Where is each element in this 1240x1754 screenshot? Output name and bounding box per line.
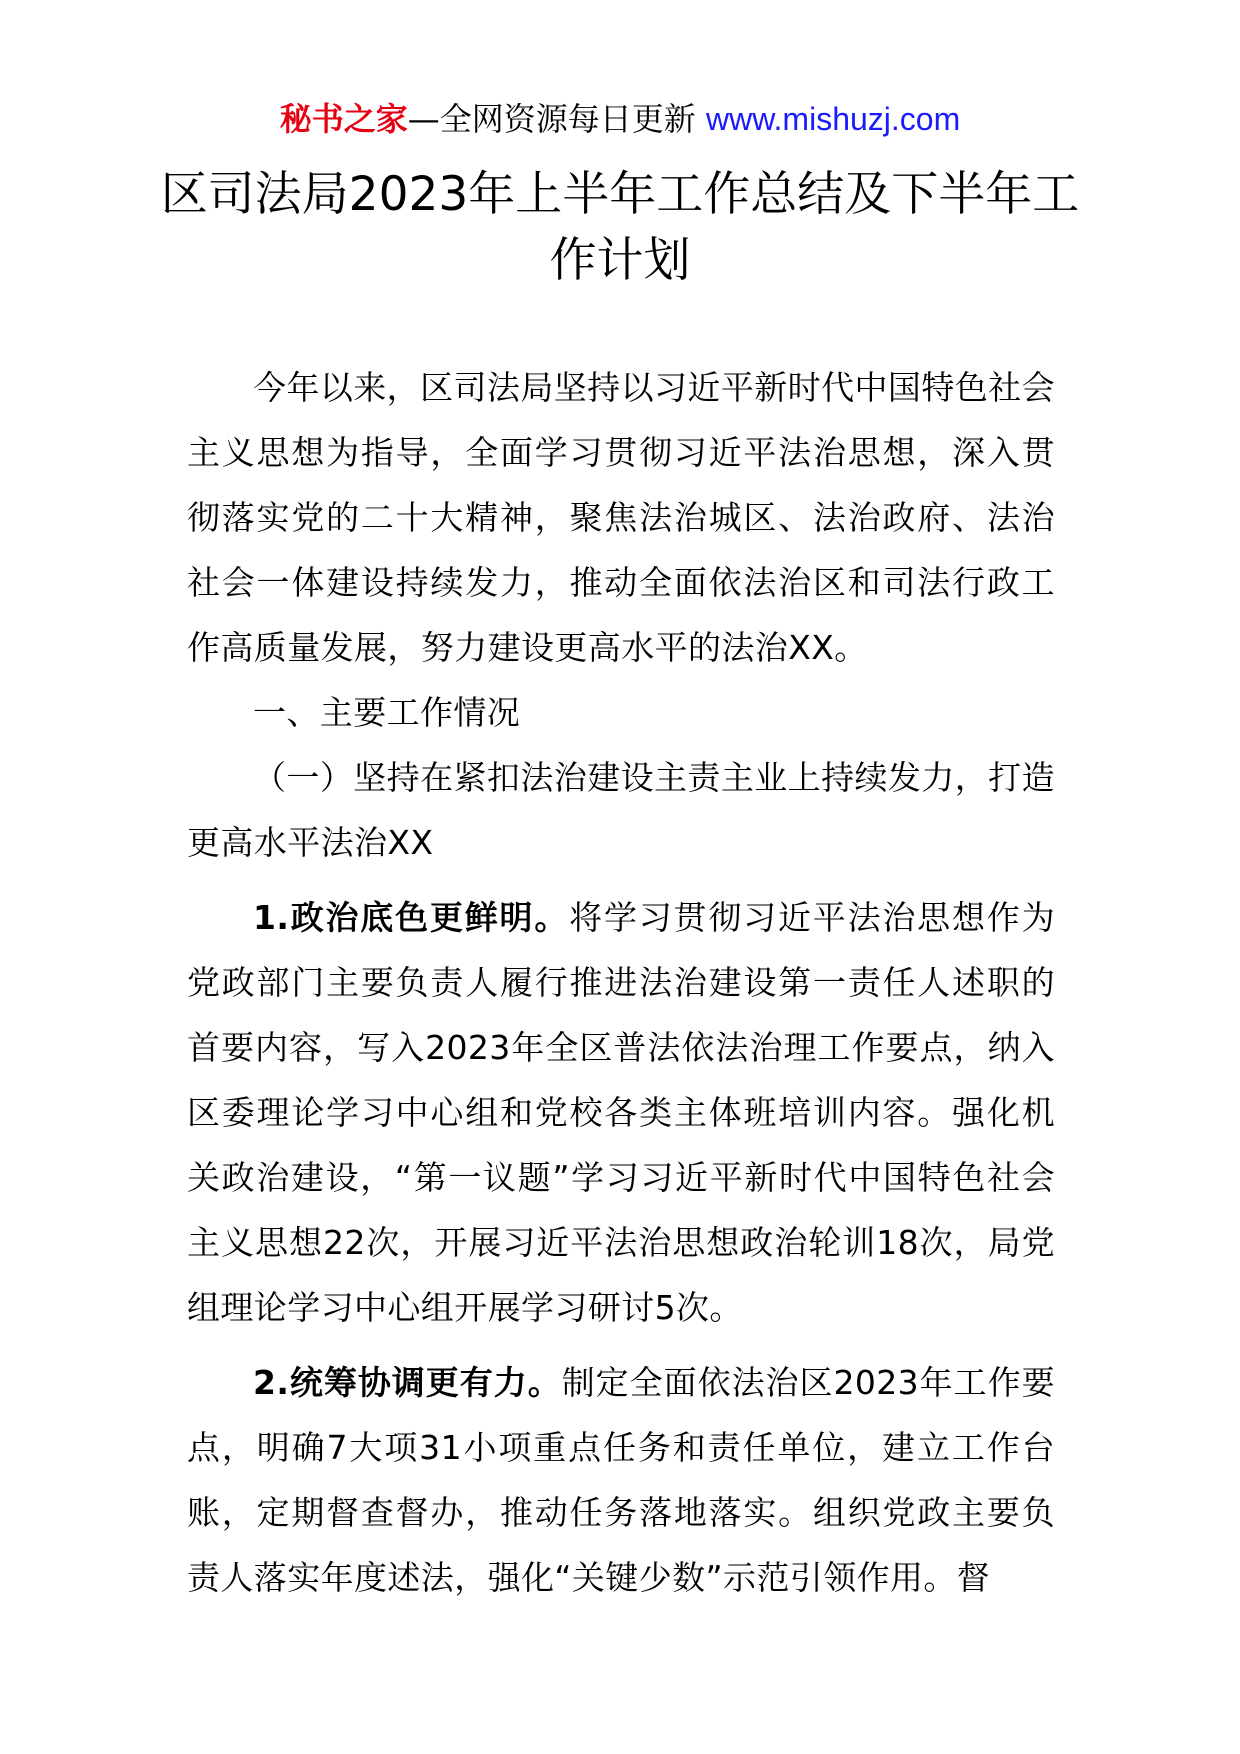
site-brand: 秘书之家 [279,100,408,138]
intro-paragraph: 今年以来，区司法局坚持以习近平新时代中国特色社会主义思想为指导，全面学习贯彻习近平法治思想，深入贯彻落实党的二十大精神，聚焦法治城区、法治政府、法治社会一体建设持续发力，推动全面依法治区和司法行政工作高质量发展，努力建设更高水平的法治XX。 [187,368,1055,667]
item-2-lead: 2.统筹协调更有力。 [253,1363,562,1402]
item-paragraph-1 [187,885,1055,1340]
item-2-text: 制定全面依法治区2023年工作要点，明确7大项31小项重点任务和责任单位，建立工作台账，定期督查督办，推动任务落地落实。组织党政主要负责人落实年度述法，强化“关键少数”示范引领作用。督 [187,1363,1055,1597]
item-1-lead: 1.政治底色更鲜明。 [253,898,570,937]
item-1-text: 将学习贯彻习近平法治思想作为党政部门主要负责人履行推进法治建设第一责任人述职的首要内容，写入2023年全区普法依法治理工作要点，纳入区委理论学习中心组和党校各类主体班培训内容。强化机关政治建设，“第一议题”学习习近平新时代中国特色社会主义思想22次，开展习近平法治思想政治轮训18次，局党组理论学习中心组开展学习研讨5次。 [187,898,1055,1327]
document-body [187,355,1055,1610]
site-header [0,97,1240,141]
site-tagline: —全网资源每日更新 [407,100,696,138]
item-paragraph-2 [187,1350,1055,1610]
site-url-link[interactable]: www.mishuzj.com [705,101,961,137]
document-title: 区司法局2023年上半年工作总结及下半年工作计划 [160,167,1080,288]
subsection-heading: （一）坚持在紧扣法治建设主责主业上持续发力，打造更高水平法治XX [187,758,1055,862]
section-heading: 一、主要工作情况 [253,693,521,732]
